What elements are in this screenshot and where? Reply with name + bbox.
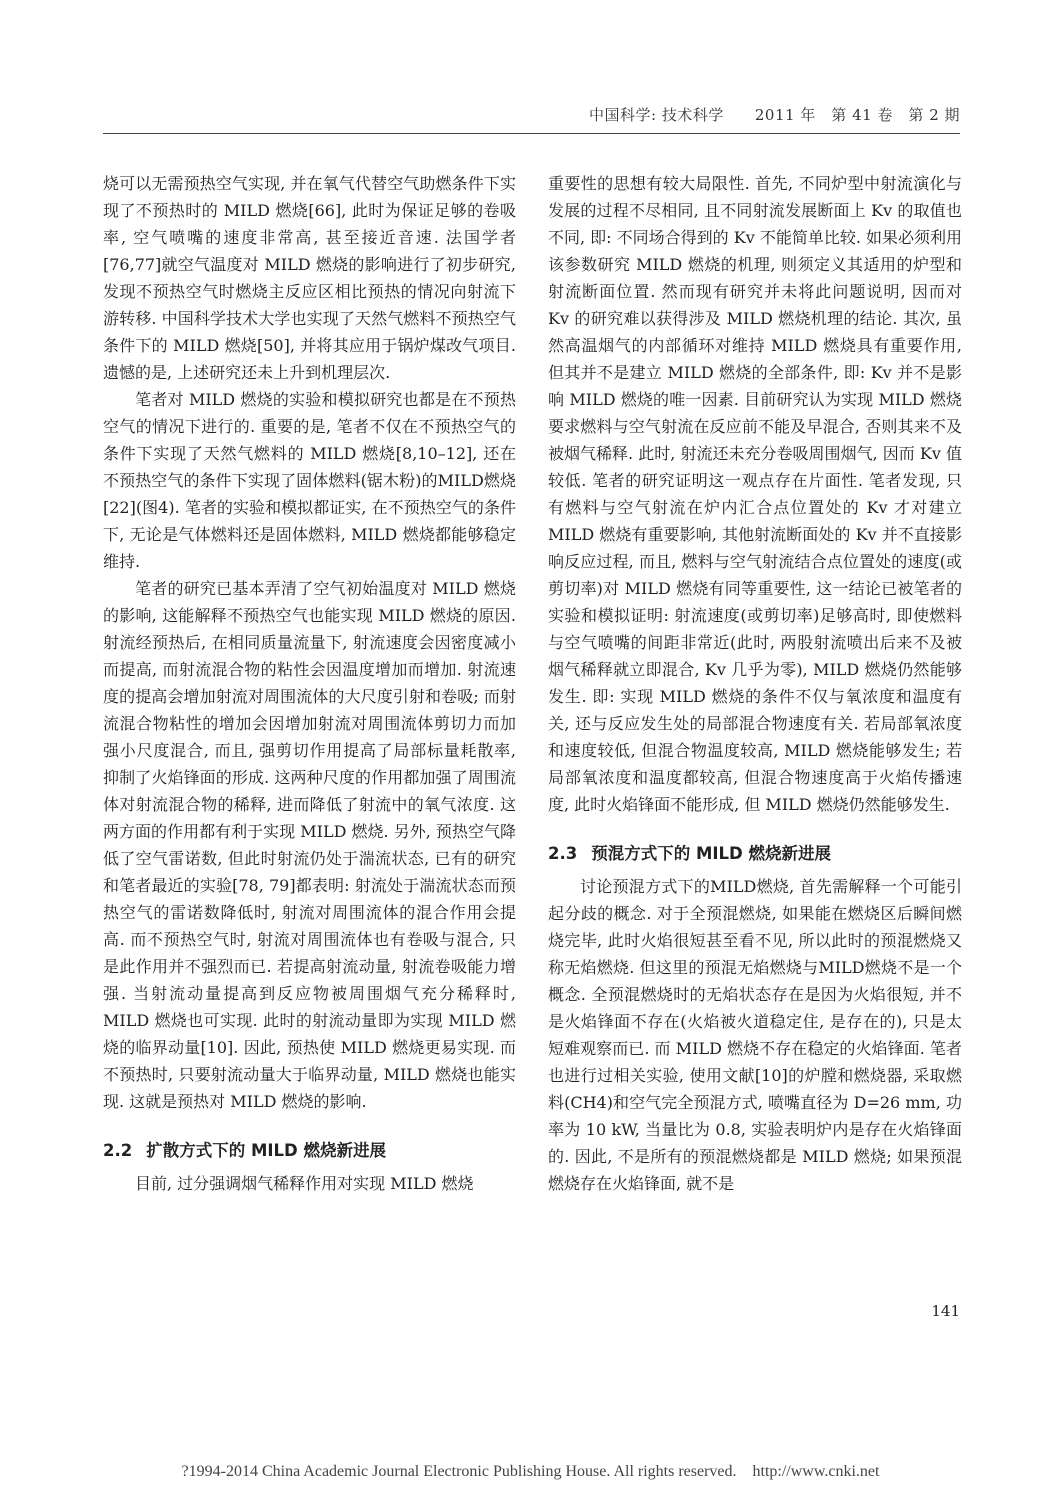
- paragraph: 笔者的研究已基本弄清了空气初始温度对 MILD 燃烧的影响, 这能解释不预热空气也能实现 MILD 燃烧的原因. 射流经预热后, 在相同质量流量下, 射流速度会因密度减小而提高, 而射流混合物的粘性会因温度增加而增加. 射流速度的提高会增加射流对周围流体的大尺度引射和卷吸; 而射流混合物粘性的增加会因增加射流对周围流体剪切力而加强小尺度混合, 而且, 强剪切作用提高了局部标量耗散率, 抑制了火焰锋面的形成. 这两种尺度的作用都加强了周围流体对射流混合物的稀释, 进而降低了射流中的氧气浓度. 这两方面的作用都有利于实现 MILD 燃烧. 另外, 预热空气降低了空气雷诺数, 但此时射流仍处于湍流状态, 已有的研究和笔者最近的实验[78, 79]都表明: 射流处于湍流状态而预热空气的雷诺数降低时, 射流对周围流体的混合作用会提高. 而不预热空气时, 射流对周围流体也有卷吸与混合, 只是此作用并不强烈而已. 若提高射流动量, 射流卷吸能力增强. 当射流动量提高到反应物被周围烟气充分稀释时, MILD 燃烧也可实现. 此时的射流动量即为实现 MILD 燃烧的临界动量[10]. 因此, 预热使 MILD 燃烧更易实现. 而不预热时, 只要射流动量大于临界动量, MILD 燃烧也能实现. 这就是预热对 MILD 燃烧的影响.: [103, 579, 516, 1111]
- section-number: 2.3: [548, 844, 578, 863]
- section-heading-2-2: [103, 1137, 516, 1164]
- paragraph: 讨论预混方式下的MILD燃烧, 首先需解释一个可能引起分歧的概念. 对于全预混燃烧, 如果能在燃烧区后瞬间燃烧完毕, 此时火焰很短甚至看不见, 所以此时的预混燃烧又称无焰燃烧. 但这里的预混无焰燃烧与MILD燃烧不是一个概念. 全预混燃烧时的无焰状态存在是因为火焰很短, 并不是火焰锋面不存在(火焰被火道稳定住, 是存在的), 只是太短难观察而已. 而 MILD 燃烧不存在稳定的火焰锋面. 笔者也进行过相关实验, 使用文献[10]的炉膛和燃烧器, 采取燃料(CH4)和空气完全预混方式, 喷嘴直径为 D=26 mm, 功率为 10 kW, 当量比为 0.8, 实验表明炉内是存在火焰锋面的. 因此, 不是所有的预混燃烧都是 MILD 燃烧; 如果预混燃烧存在火焰锋面, 就不是: [548, 877, 962, 1193]
- running-header: 中国科学: 技术科学 2011 年 第 41 卷 第 2 期: [589, 106, 960, 124]
- paragraph: 重要性的思想有较大局限性. 首先, 不同炉型中射流演化与发展的过程不尽相同, 且不同射流发展断面上 Kv 的取值也不同, 即: 不同场合得到的 Kv 不能简单比较. 如果必须利用该参数研究 MILD 燃烧的机理, 则须定义其适用的炉型和射流断面位置. 然而现有研究并未将此问题说明, 因而对 Kv 的研究难以获得涉及 MILD 燃烧机理的结论. 其次, 虽然高温烟气的内部循环对维持 MILD 燃烧具有重要作用, 但其并不是建立 MILD 燃烧的全部条件, 即: Kv 并不是影响 MILD 燃烧的唯一因素. 目前研究认为实现 MILD 燃烧要求燃料与空气射流在反应前不能及早混合, 否则其来不及被烟气稀释. 此时, 射流还未充分卷吸周围烟气, 因而 Kv 值较低. 笔者的研究证明这一观点存在片面性. 笔者发现, 只有燃料与空气射流在炉内汇合点位置处的 Kv 才对建立 MILD 燃烧有重要影响, 其他射流断面处的 Kv 并不直接影响反应过程, 而且, 燃料与空气射流结合点位置处的速度(或剪切率)对 MILD 燃烧有同等重要性, 这一结论已被笔者的实验和模拟证明: 射流速度(或剪切率)足够高时, 即使燃料与空气喷嘴的间距非常近(此时, 两股射流喷出后来不及被烟气稀释就立即混合, Kv 几乎为零), MILD 燃烧仍然能够发生. 即: 实现 MILD 燃烧的条件不仅与氧浓度和温度有关, 还与反应发生处的局部混合物速度有关. 若局部氧浓度和速度较低, 但混合物温度较高, MILD 燃烧能够发生; 若局部氧浓度和温度都较高, 但混合物速度高于火焰传播速度, 此时火焰锋面不能形成, 但 MILD 燃烧仍然能够发生.: [548, 174, 962, 814]
- section-title: 扩散方式下的 MILD 燃烧新进展: [146, 1141, 386, 1160]
- paragraph: 烧可以无需预热空气实现, 并在氧气代替空气助燃条件下实现了不预热时的 MILD 燃烧[66], 此时为保证足够的卷吸率, 空气喷嘴的速度非常高, 甚至接近音速. 法国学者[76,77]就空气温度对 MILD 燃烧的影响进行了初步研究, 发现不预热空气时燃烧主反应区相比预热的情况向射流下游转移. 中国科学技术大学也实现了天然气燃料不预热空气条件下的 MILD 燃烧[50], 并将其应用于锅炉煤改气项目. 遗憾的是, 上述研究还未上升到机理层次.: [103, 174, 516, 382]
- header-rule: [103, 133, 960, 134]
- paragraph: 笔者对 MILD 燃烧的实验和模拟研究也都是在不预热空气的情况下进行的. 重要的是, 笔者不仅在不预热空气的条件下实现了天然气燃料的 MILD 燃烧[8,10–12], 还在不预热空气的条件下实现了固体燃料(锯木粉)的MILD燃烧[22](图4). 笔者的实验和模拟都证实, 在不预热空气的条件下, 无论是气体燃料还是固体燃料, MILD 燃烧都能够稳定维持.: [103, 390, 516, 571]
- copyright-footer: ?1994-2014 China Academic Journal Electronic Publishing House. All rights reserved. http://www.cnki.net: [181, 1463, 880, 1480]
- right-column: [548, 170, 962, 1197]
- page-number: 141: [931, 1302, 960, 1320]
- section-heading-2-3: [548, 840, 962, 867]
- section-title: 预混方式下的 MILD 燃烧新进展: [591, 844, 831, 863]
- section-number: 2.2: [103, 1141, 133, 1160]
- left-column: [103, 170, 516, 1197]
- paragraph: 目前, 过分强调烟气稀释作用对实现 MILD 燃烧: [135, 1174, 474, 1193]
